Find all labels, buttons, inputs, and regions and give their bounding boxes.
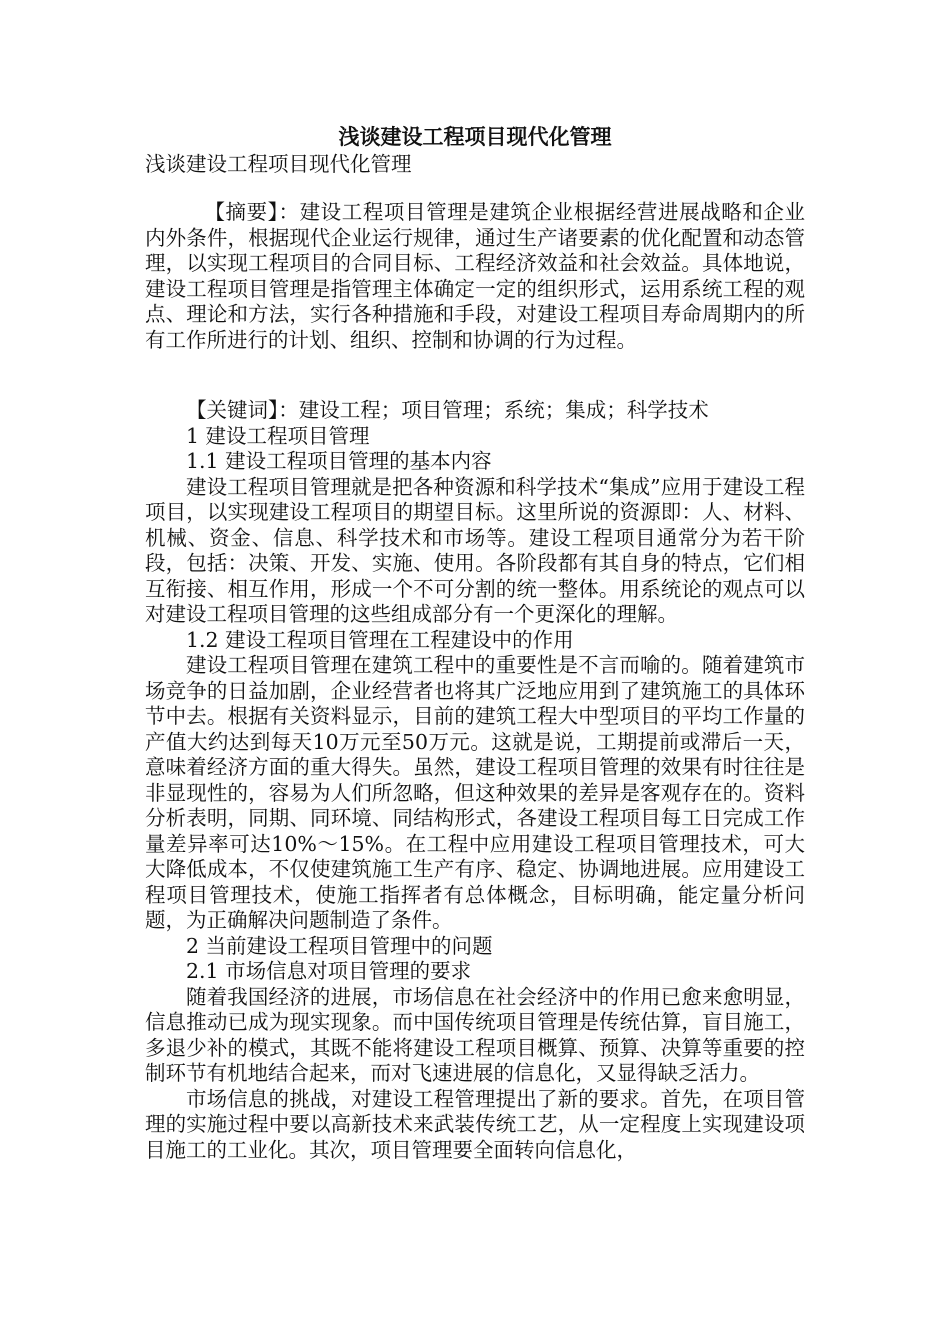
document-title: 浅谈建设工程项目现代化管理 xyxy=(338,124,612,149)
section-heading-1: 1 建设工程项目管理 xyxy=(186,423,370,448)
body-paragraph-2: 建设工程项目管理在建筑工程中的重要性是不言而喻的。随着建筑市场竞争的日益加剧，企业经营者也将其广泛地应用到了建筑施工的具体环节中去。根据有关资料显示，目前的建筑工程大中型项目的平均工作量的产值大约达到每天10万元至50万元。这就是说，工期提前或滞后一天，意味着经济方面的重大得失。虽然，建设工程项目管理的效果有时往往是非显现性的，容易为人们所忽略，但这种效果的差异是客观存在的。资料分析表明，同期、同环境、同结构形式，各建设工程项目每工日完成工作量差异率可达10%～15%。在工程中应用建设工程项目管理技术，可大大降低成本，不仅使建筑施工生产有序、稳定、协调地进展。应用建设工程项目管理技术，使施工指挥者有总体概念，目标明确，能定量分析问题，为正确解决问题制造了条件。 xyxy=(145,653,805,932)
body-paragraph-4: 市场信息的挑战，对建设工程管理提出了新的要求。首先，在项目管理的实施过程中要以高新技术来武装传统工艺，从一定程度上实现建设项目施工的工业化。其次，项目管理要全面转向信息化， xyxy=(145,1086,805,1162)
section-heading-2: 2 当前建设工程项目管理中的问题 xyxy=(186,933,493,958)
section-heading-2-1: 2.1 市场信息对项目管理的要求 xyxy=(186,959,472,983)
document-body xyxy=(145,398,805,1163)
body-paragraph-1: 建设工程项目管理就是把各种资源和科学技术“集成”应用于建设工程项目，以实现建设工程项目的期望目标。这里所说的资源即：人、材料、机械、资金、信息、科学技术和市场等。建设工程项目通常分为若干阶段，包括：决策、开发、实施、使用。各阶段都有其自身的特点，它们相互衔接、相互作用，形成一个不可分割的统一整体。用系统论的观点可以对建设工程项目管理的这些组成部分有一个更深化的理解。 xyxy=(145,474,805,626)
abstract-paragraph: 【摘要】：建设工程项目管理是建筑企业根据经营进展战略和企业内外条件，根据现代企业运行规律，通过生产诸要素的优化配置和动态管理，以实现工程项目的合同目标、工程经济效益和社会效益。具体地说，建设工程项目管理是指管理主体确定一定的组织形式，运用系统工程的观点、理论和方法，实行各种措施和手段，对建设工程项目寿命周期内的所有工作所进行的计划、组织、控制和协调的行为过程。 xyxy=(145,200,805,352)
section-heading-1-1: 1.1 建设工程项目管理的基本内容 xyxy=(186,449,492,473)
section-heading-1-2: 1.2 建设工程项目管理在工程建设中的作用 xyxy=(186,627,574,652)
document-subtitle: 浅谈建设工程项目现代化管理 xyxy=(145,152,412,176)
keywords-line: 【关键词】：建设工程；项目管理；系统；集成；科学技术 xyxy=(186,398,709,422)
body-paragraph-3: 随着我国经济的进展，市场信息在社会经济中的作用已愈来愈明显，信息推动已成为现实现象。而中国传统项目管理是传统估算，盲目施工，多退少补的模式，其既不能将建设工程项目概算、预算、决算等重要的控制环节有机地结合起来，而对飞速进展的信息化，又显得缺乏活力。 xyxy=(145,984,805,1085)
